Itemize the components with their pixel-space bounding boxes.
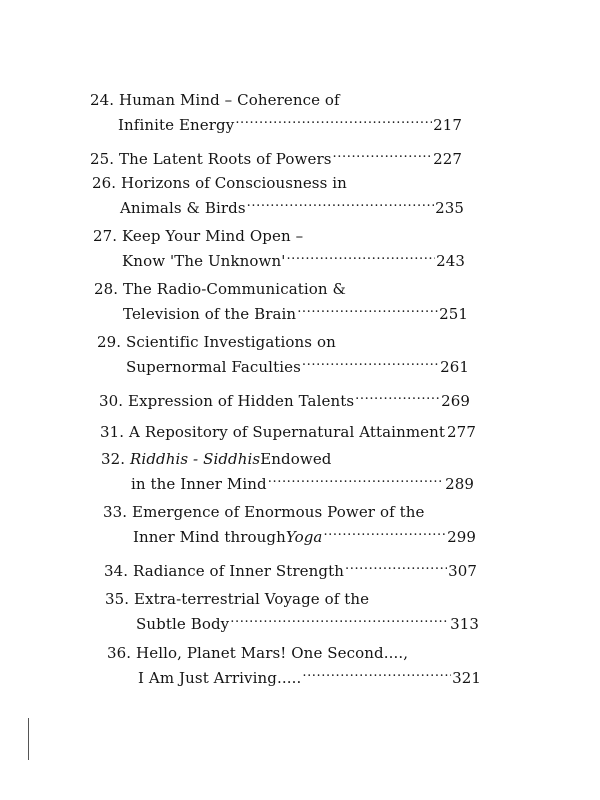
toc-entry-title-line [107,643,481,663]
toc-entry-title-line [94,279,468,299]
toc-entry-title-line [97,332,469,352]
toc-entry-34 [104,556,477,580]
toc-entry-30 [99,386,470,410]
toc-entry-24 [90,90,462,134]
toc-entry-continuation-line [92,193,464,217]
toc-entry-27 [93,226,465,270]
toc-entry-page-number: 269 [441,392,470,410]
toc-entry-title: Scientific Investigations on [126,333,336,351]
toc-entry-title-continued: I Am Just Arriving..... [138,669,302,687]
dot-leader [355,386,440,406]
toc-entry-title-continued: Infinite Energy [118,116,235,134]
toc-entry-title-italic: Riddhis - Siddhis [130,450,261,468]
toc-entry-title: A Repository of Supernatural Attainment [129,423,446,441]
toc-entry-title-line [99,386,470,410]
toc-entry-page-number: 289 [445,475,474,493]
dot-leader [345,556,447,576]
toc-entry-title-continued: Supernormal Faculties [126,358,301,376]
toc-entry-title-italic: Yoga [285,528,323,546]
toc-entry-title-line [105,589,479,609]
toc-entry-title-line [104,556,477,580]
toc-entry-title: Expression of Hidden Talents [128,392,355,410]
toc-entry-number: 31. [100,423,125,441]
toc-entry-page-number: 217 [433,116,462,134]
toc-entry-number: 34. [104,562,129,580]
toc-entry-29 [97,332,469,376]
toc-entry-31 [100,417,476,441]
dot-leader [323,522,446,542]
toc-entry-title: Radiance of Inner Strength [133,562,344,580]
toc-entry-number: 29. [97,333,122,351]
toc-entry-title-continued: in the Inner Mind [131,475,267,493]
dot-leader [297,299,438,319]
toc-entry-title-continued: Inner Mind through [133,528,286,546]
dot-leader [268,469,444,489]
toc-entry-title-continued: Know 'The Unknown' [122,252,286,270]
toc-entry-36 [107,643,481,687]
toc-entry-title: Human Mind – Coherence of [119,91,340,109]
toc-entry-page-number: 321 [452,669,481,687]
toc-entry-title-line [90,90,462,110]
toc-entry-continuation-line [101,469,474,493]
toc-entry-title-line [103,502,476,522]
toc-entry-33 [103,502,476,546]
toc-entry-page-number: 313 [450,615,479,633]
toc-entry-title-line [92,173,464,193]
toc-entry-26 [92,173,464,217]
toc-entry-title: Keep Your Mind Open – [122,227,304,245]
toc-entry-page-number: 251 [439,305,468,323]
dot-leader [286,246,435,266]
toc-entry-title: Emergence of Enormous Power of the [132,503,425,521]
toc-entry-title-line [101,449,474,469]
toc-entry-continuation-line [105,609,479,633]
toc-entry-number: 25. [90,150,115,168]
dot-leader [230,609,449,629]
toc-entry-number: 35. [105,590,130,608]
toc-entry-title: Horizons of Consciousness in [121,174,347,192]
toc-entry-number: 27. [93,227,118,245]
toc-entry-number: 36. [107,644,132,662]
scan-edge-line [28,718,29,760]
toc-entry-title-continued: Television of the Brain [123,305,297,323]
toc-entry-title-continued: Subtle Body [136,615,230,633]
toc-entry-continuation-line [94,299,468,323]
dot-leader [247,193,434,213]
toc-entry-page-number: 235 [435,199,464,217]
toc-entry-continuation-line [97,352,469,376]
toc-entry-page-number: 261 [440,358,469,376]
toc-entry-page-number: 307 [448,562,477,580]
dot-leader [333,144,433,164]
toc-entry-number: 32. [101,450,126,468]
dot-leader [235,110,432,130]
toc-entry-title-line [90,144,462,168]
toc-entry-25 [90,144,462,168]
toc-entry-title: The Radio-Communication & [123,280,346,298]
toc-entry-title-continued: Animals & Birds [120,199,246,217]
dot-leader [302,663,451,683]
toc-entry-number: 30. [99,392,124,410]
toc-entry-title-line [93,226,465,246]
dot-leader [302,352,439,372]
toc-entry-number: 26. [92,174,117,192]
toc-entry-continuation-line [90,110,462,134]
toc-entry-continuation-line [103,522,476,546]
toc-entry-page-number: 277 [447,423,476,441]
toc-entry-continuation-line [107,663,481,687]
toc-entry-28 [94,279,468,323]
toc-entry-number: 24. [90,91,115,109]
toc-entry-title: The Latent Roots of Powers [119,150,332,168]
toc-entry-page-number: 227 [433,150,462,168]
toc-entry-title: Extra-terrestrial Voyage of the [134,590,370,608]
toc-entry-35 [105,589,479,633]
toc-entry-title: Endowed [260,450,332,468]
toc-entry-32 [101,449,474,493]
toc-entry-title-line [100,417,476,441]
toc-entry-page-number: 243 [436,252,465,270]
toc-entry-number: 33. [103,503,128,521]
toc-entry-number: 28. [94,280,119,298]
toc-entry-page-number: 299 [447,528,476,546]
toc-entry-continuation-line [93,246,465,270]
toc-entry-title: Hello, Planet Mars! One Second...., [136,644,409,662]
